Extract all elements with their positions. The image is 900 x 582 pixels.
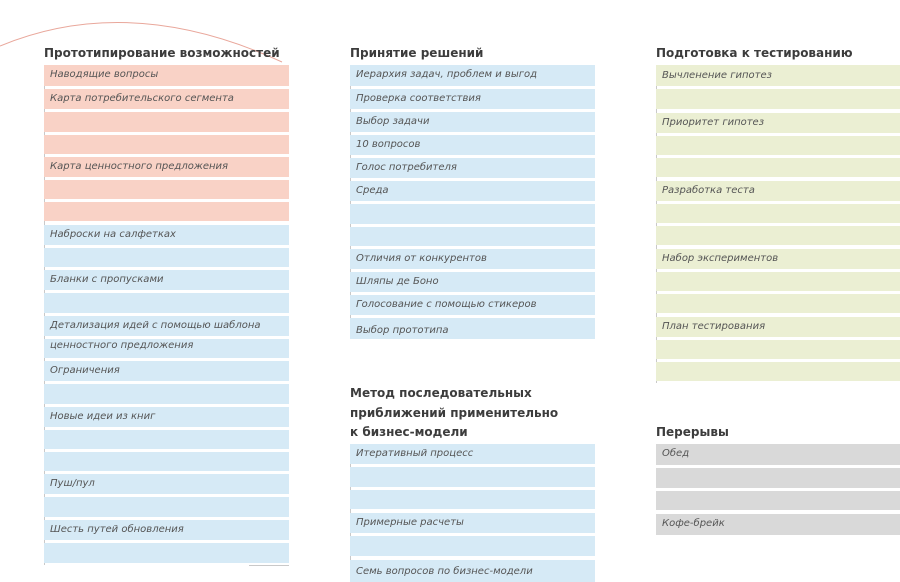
item-label: Примерные расчеты [356, 517, 464, 528]
item-label: Среда [356, 185, 389, 196]
item-label: Голос потребителя [356, 162, 457, 173]
item-label: Наброски на салфетках [50, 229, 176, 240]
item-label: Иерархия задач, проблем и выгод [356, 69, 538, 80]
list-item [656, 514, 900, 535]
item-label: Бланки с пропусками [50, 274, 164, 285]
item-label-line: ценностного предложения [50, 340, 194, 351]
list-item [656, 65, 900, 109]
list-item [350, 295, 595, 315]
list-item [656, 181, 900, 245]
list-item [350, 444, 595, 509]
item-label: Выбор прототипа [356, 325, 449, 336]
item-label: Кофе-брейк [662, 518, 725, 529]
item-label: Ограничения [50, 365, 120, 376]
column-title: Прототипирование возможностей [44, 46, 280, 60]
item-label: Вычленение гипотез [662, 70, 772, 81]
list-item [656, 317, 900, 381]
list-item [44, 157, 289, 221]
column-bottom-rule [249, 565, 289, 566]
item-label: Набор экспериментов [662, 253, 779, 264]
column-title-line: приближений применительно [350, 405, 559, 420]
list-item [350, 181, 595, 246]
list-item [350, 272, 595, 292]
column-title: Перерывы [656, 425, 729, 439]
list-item [350, 158, 595, 178]
item-label: 10 вопросов [356, 139, 421, 150]
item-label: Обед [662, 448, 690, 459]
item-label: Проверка соответствия [356, 93, 481, 104]
item-label: План тестирования [662, 321, 766, 332]
item-label: Пуш/пул [50, 478, 95, 489]
list-item [44, 270, 289, 313]
item-label: Шесть путей обновления [50, 524, 184, 535]
list-item [350, 135, 595, 155]
list-item [656, 444, 900, 510]
column-business-model-iteration [350, 384, 595, 582]
list-item [44, 65, 289, 86]
list-item [44, 407, 289, 471]
item-label: Карта потребительского сегмента [50, 93, 234, 104]
column-title: Подготовка к тестированию [656, 46, 853, 60]
column-title-line: Метод последовательных [350, 386, 532, 400]
item-label: Карта ценностного предложения [50, 161, 229, 172]
item-label: Приоритет гипотез [662, 117, 765, 128]
list-item [350, 249, 595, 269]
list-item [350, 65, 595, 86]
list-item [44, 474, 289, 517]
item-label: Шляпы де Боно [356, 276, 439, 287]
list-item [350, 560, 595, 582]
list-item [44, 361, 289, 404]
item-label: Итеративный процесс [356, 448, 474, 459]
list-item [44, 520, 289, 563]
item-label-line: Детализация идей с помощью шаблона [50, 320, 261, 331]
column-decision-making [350, 44, 595, 344]
list-item [350, 112, 595, 132]
list-item [350, 89, 595, 109]
column-prototyping [44, 44, 289, 574]
list-item [44, 89, 289, 154]
item-label: Выбор задачи [356, 116, 430, 127]
list-item [350, 513, 595, 556]
column-test-preparation [656, 44, 900, 384]
item-label: Новые идеи из книг [50, 411, 156, 422]
item-label: Голосование с помощью стикеров [356, 299, 537, 310]
item-label: Семь вопросов по бизнес-модели [356, 566, 533, 577]
item-label: Разработка теста [662, 185, 755, 196]
column-title-line: к бизнес-модели [350, 425, 468, 439]
item-label: Отличия от конкурентов [356, 253, 487, 264]
list-item [350, 318, 595, 339]
list-item [656, 113, 900, 177]
list-item [44, 316, 289, 358]
list-item [656, 249, 900, 313]
list-item [44, 225, 289, 267]
column-breaks [656, 423, 900, 538]
item-label: Наводящие вопросы [50, 69, 159, 80]
column-title: Принятие решений [350, 46, 484, 60]
